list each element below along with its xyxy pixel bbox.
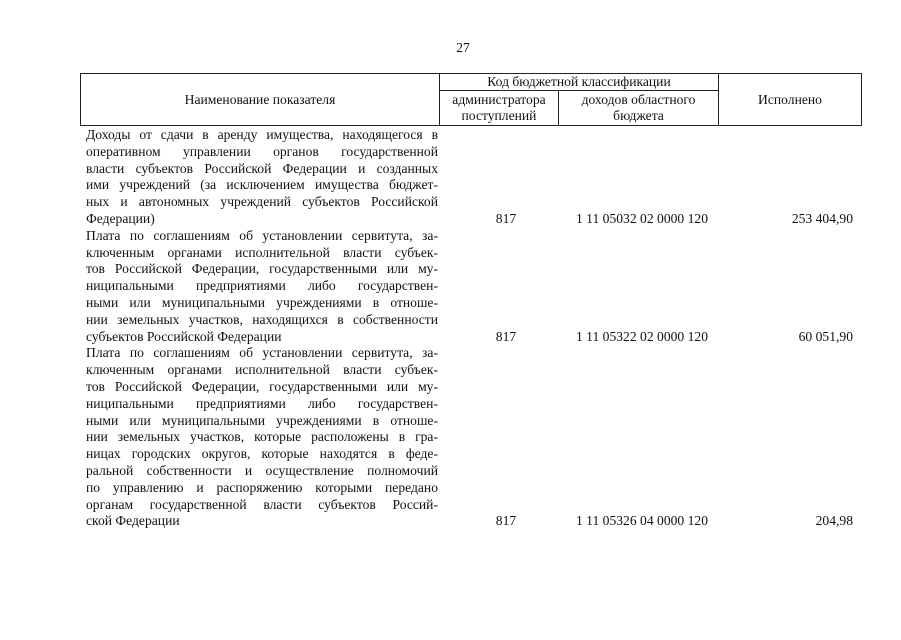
row-name-line: ных и автономных учреждений субъектов Российской [86,194,438,210]
row-amount: 204,98 [815,513,853,529]
row-name-line: нии земельных участков, которые расположены в гра- [86,429,438,445]
table-row [86,345,861,530]
row-name-line: тов Российской Федерации, государственными или му- [86,261,438,277]
table-header [80,73,862,126]
row-name-line: ключенным органами исполнительной власти субъек- [86,362,438,378]
row-name-line: ской Федерации [86,513,180,529]
header-admin-line1: администратора [452,92,546,107]
row-name-line: органам государственной власти субъектов Россий- [86,496,438,512]
table-row [86,127,861,228]
header-income-line1: доходов областного [581,92,696,107]
header-code-group: Код бюджетной классификации [440,74,719,91]
row-name-line: власти субъектов Российской Федерации и созданных [86,160,438,176]
table-row [86,228,861,346]
header-income-column [559,91,719,126]
row-name-line: ими учреждений (за исключением имущества бюджет- [86,177,438,193]
row-name-line: ными или муниципальными учреждениями в отноше- [86,412,438,428]
row-name [86,127,438,228]
page-number: 27 [456,40,470,55]
row-name-line: ниципальными предприятиями либо государствен- [86,278,438,294]
row-name-line: ральной собственности и осуществление полномочий [86,462,438,478]
row-name-line: оперативном управлении органов государственной [86,143,438,159]
row-budget-code: 1 11 05032 02 0000 120 [575,210,709,226]
row-admin-code: 817 [495,210,517,226]
header-income-line2: бюджета [613,108,664,123]
row-budget-code: 1 11 05326 04 0000 120 [575,513,709,529]
row-name-line: ключенным органами исполнительной власти субъек- [86,244,438,260]
header-name-column: Наименование показателя [81,74,440,126]
row-amount: 60 051,90 [798,328,853,344]
header-executed-column: Исполнено [719,74,862,126]
row-admin-code: 817 [495,328,517,344]
row-name-line: по управлению и распоряжению которыми передано [86,479,438,495]
row-budget-code: 1 11 05322 02 0000 120 [575,328,709,344]
row-name-line: Федерации) [86,210,155,226]
row-name-line: Плата по соглашениям об установлении сервитута, за- [86,345,438,361]
row-admin-code: 817 [495,513,517,529]
row-name-line: ницах городских округов, которые находятся в феде- [86,446,438,462]
row-name-line: нии земельных участков, находящихся в собственности [86,311,438,327]
row-amount: 253 404,90 [791,210,853,226]
row-name [86,228,438,346]
row-name-line: субъектов Российской Федерации [86,328,282,344]
row-name-line: Плата по соглашениям об установлении сервитута, за- [86,227,438,243]
row-name-line: ниципальными предприятиями либо государствен- [86,395,438,411]
row-name-line: Доходы от сдачи в аренду имущества, находящегося в [86,127,438,142]
row-name-line: тов Российской Федерации, государственными или му- [86,378,438,394]
table-body [86,127,861,530]
header-admin-line2: поступлений [461,108,537,123]
header-admin-column [440,91,559,126]
row-name [86,345,438,530]
row-name-line: ными или муниципальными учреждениями в отноше- [86,294,438,310]
